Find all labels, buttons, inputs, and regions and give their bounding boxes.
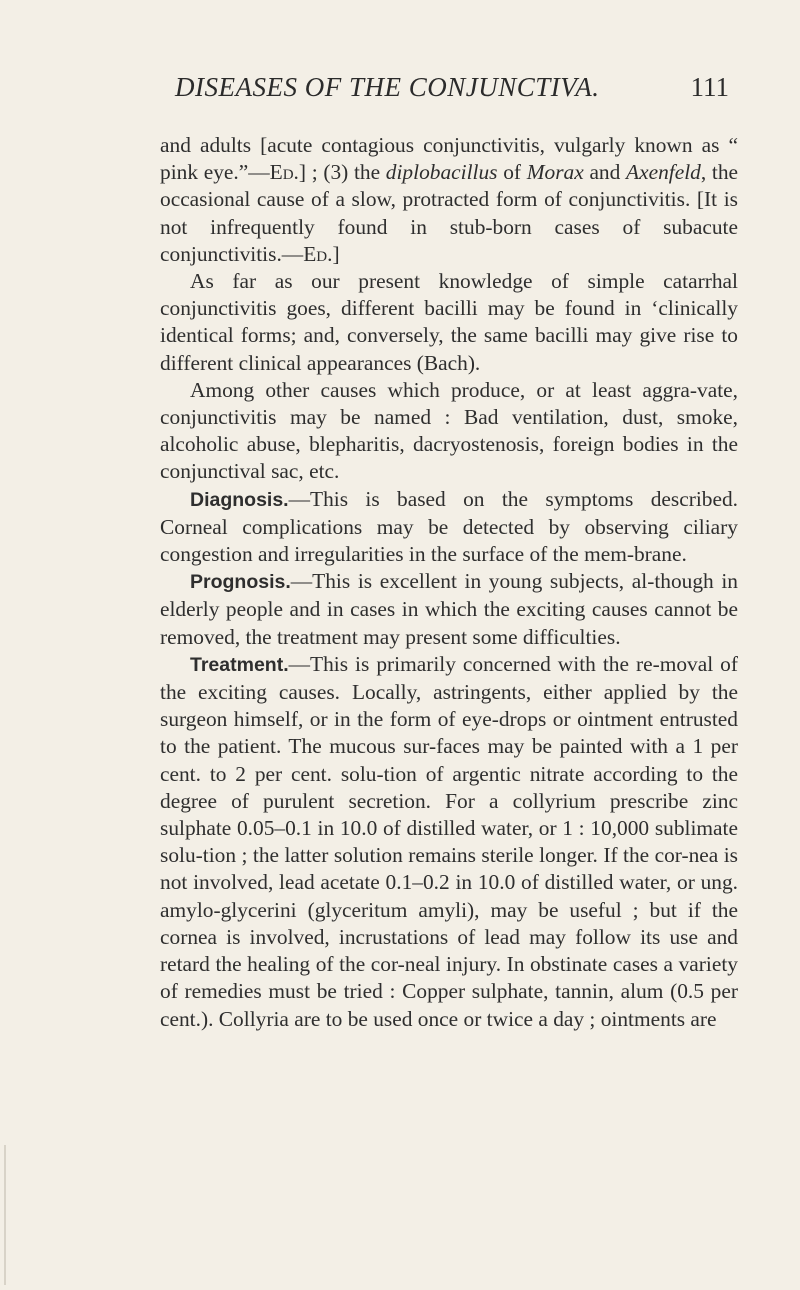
paragraph [160,268,738,377]
paragraph [160,377,738,486]
section-heading: Prognosis. [190,571,291,594]
italic-term: Axenfeld [626,160,701,185]
text-run: —This is primarily concerned with the re-moval of the exciting causes. Locally, astringents, either applied by the surgeon himself, or in the form of eye-drops or ointment entrusted to the patient. The mucous sur-faces may be painted with a 1 per cent. to 2 per cent. solu-tion of argentic nitrate according to the degree of purulent secretion. For a collyrium prescribe zinc sulphate 0.05–0.1 in 10.0 of distilled water, or 1 : 10,000 sublimate solu-tion ; the latter solution remains sterile longer. If the cor-nea is not involved, lead acetate 0.1–0.2 in 10.0 of distilled water, or ung. amylo-glycerini (glyceritum amyli), may be useful ; but if the cornea is involved, incrustations of lead may follow its use and retard the healing of the cor-neal injury. In obstinate cases a variety of remedies must be tried : Copper sulphate, tannin, alum (0.5 per cent.). Collyria are to be used once or twice a day ; ointments are [160,651,738,1031]
paragraph [160,651,738,1033]
section-heading: Treatment. [190,653,289,676]
text-run: ] ; (3) the [298,160,386,185]
text-run: and adults [acute contagious conjunctivitis, vulgarly known as “ pink eye.”— [160,133,738,185]
text-run: As far as our present knowledge of simple catarrhal conjunctivitis goes, different bacilli may be found in ‘clinically identical forms; and, conversely, the same bacilli may give rise to different clinical appearances (Bach). [160,269,738,375]
text-run: —This is excellent in young subjects, al-though in elderly people and in cases in which the exciting causes cannot be removed, the treatment may present some difficulties. [160,569,738,649]
section-heading: Diagnosis. [190,488,289,511]
text-run: and [583,160,627,185]
editor-mark: Ed. [269,160,299,185]
text-run: ] [332,241,340,266]
paragraph [160,568,738,651]
running-title: DISEASES OF THE CONJUNCTIVA. [175,72,600,102]
editor-mark: Ed. [303,241,333,266]
page-number: 111 [690,72,729,102]
italic-term: Morax [526,160,584,185]
binding-edge-mark [4,1145,6,1285]
text-run: Among other causes which produce, or at least aggra-vate, conjunctivitis may be named : Bad ventilation, dust, smoke, alcoholic abuse, blepharitis, dacryostenosis, foreign bodies in the conjunctival sac, etc. [160,377,738,484]
paragraph [160,486,738,569]
paragraph [160,132,738,268]
italic-term: diplobacillus [385,160,498,185]
text-run: of [497,160,527,185]
running-head [175,72,735,112]
text-run: —This is based on the symptoms described. Corneal complications may be detected by observing ciliary congestion and irregularities in the surface of the mem-brane. [160,486,738,567]
body-text [160,132,738,1033]
text-run: , the occasional cause of a slow, protracted form of conjunctivitis. [It is not infrequently found in stub-born cases of subacute conjunctivitis.— [160,160,739,266]
